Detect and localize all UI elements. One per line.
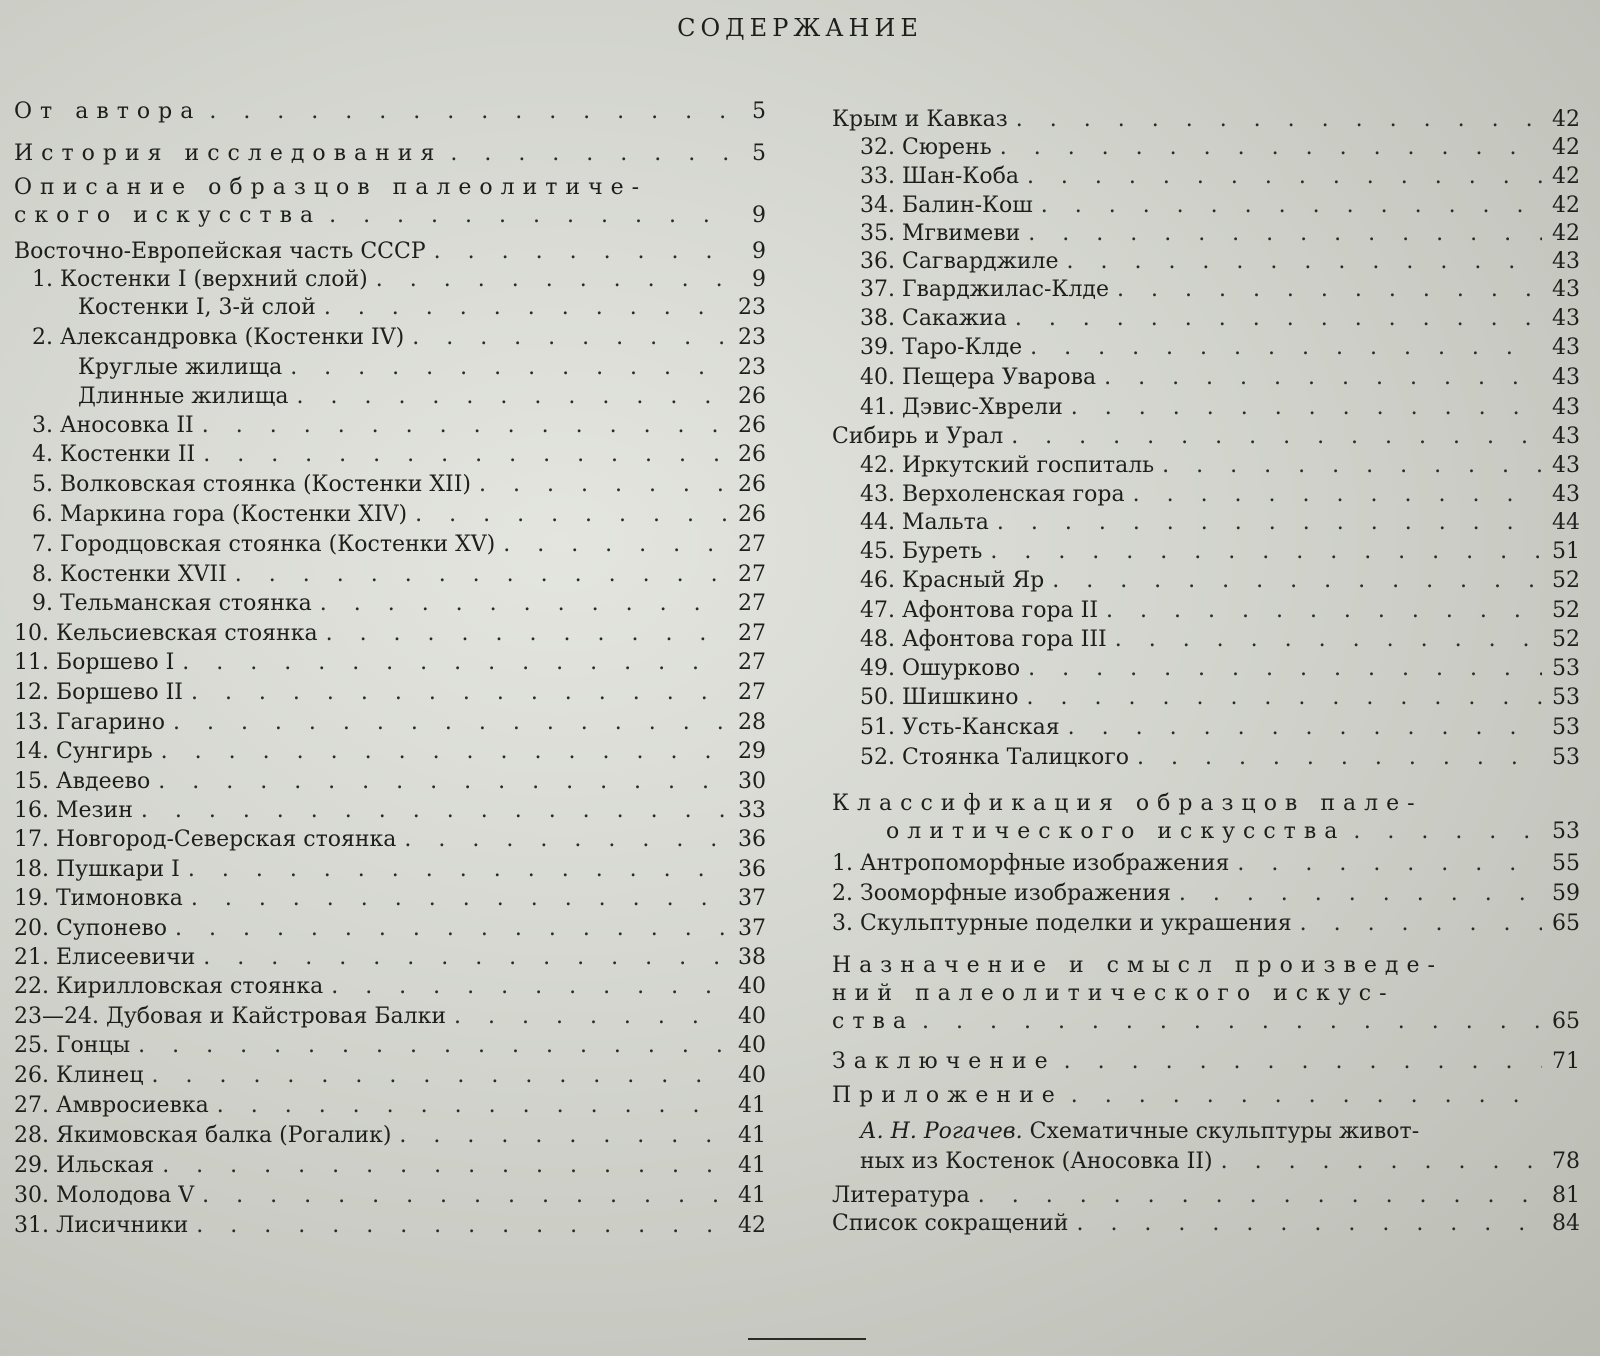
toc-entry: 7. Городцовская стоянка (Костенки XV) . . . 27 bbox=[14, 531, 766, 559]
toc-entry: 35. Мгвимеви . . . 42 bbox=[832, 220, 1580, 248]
toc-entry: Список сокращений . . . 84 bbox=[832, 1210, 1580, 1238]
toc-entry: 17. Новгород-Северская стоянка . . . 36 bbox=[14, 826, 766, 854]
appendix-author: А. Н. Рогачев. bbox=[860, 1119, 1023, 1144]
toc-entry: Костенки I, 3-й слой . . . 23 bbox=[14, 294, 766, 322]
toc-entry: 31. Лисичники . . . 42 bbox=[14, 1212, 766, 1240]
toc-entry: 10. Кельсиевская стоянка . . . 27 bbox=[14, 620, 766, 648]
toc-entry: 46. Красный Яр . . . 52 bbox=[832, 567, 1580, 595]
toc-entry: 49. Ошурково . . . 53 bbox=[832, 655, 1580, 683]
toc-entry: История исследования . . . 5 bbox=[14, 140, 766, 168]
toc-entry: Круглые жилища . . . 23 bbox=[14, 354, 766, 382]
toc-entry: Заключение . . . 71 bbox=[832, 1048, 1580, 1076]
toc-entry: 8. Костенки XVII . . . 27 bbox=[14, 561, 766, 589]
toc-entry: Восточно-Европейская часть СССР . . . 9 bbox=[14, 238, 766, 266]
toc-entry: 51. Усть-Канская . . . 53 bbox=[832, 714, 1580, 742]
toc-entry: 6. Маркина гора (Костенки XIV) . . . 26 bbox=[14, 501, 766, 529]
toc-entry: 27. Амвросиевка . . . 41 bbox=[14, 1092, 766, 1120]
toc-entry: 21. Елисеевичи . . . 38 bbox=[14, 944, 766, 972]
toc-entry-line: А. Н. Рогачев. Схематичные скульптуры живот- bbox=[860, 1119, 1420, 1144]
page-title: СОДЕРЖАНИЕ bbox=[677, 14, 923, 42]
toc-entry: 37. Гварджилас-Клде . . . 43 bbox=[832, 276, 1580, 304]
toc-entry: 29. Ильская . . . 41 bbox=[14, 1152, 766, 1180]
toc-entry: 23—24. Дубовая и Кайстровая Балки . . . 40 bbox=[14, 1003, 766, 1031]
toc-entry: 1. Костенки I (верхний слой) . . . 9 bbox=[14, 266, 766, 294]
toc-entry: 38. Сакажиа . . . 43 bbox=[832, 305, 1580, 333]
toc-entry-line: Описание образцов палеолитиче- bbox=[14, 175, 648, 200]
toc-entry: 28. Якимовская балка (Рогалик) . . . 41 bbox=[14, 1122, 766, 1150]
toc-entry: 36. Сагварджиле . . . 43 bbox=[832, 248, 1580, 276]
toc-entry: 48. Афонтова гора III . . . 52 bbox=[832, 626, 1580, 654]
toc-entry: 26. Клинец . . . 40 bbox=[14, 1062, 766, 1090]
toc-entry: Приложение . . . bbox=[832, 1082, 1580, 1110]
toc-entry: 33. Шан-Коба . . . 42 bbox=[832, 163, 1580, 191]
toc-entry: ства . . . 65 bbox=[832, 1008, 1580, 1036]
toc-entry: 30. Молодова V . . . 41 bbox=[14, 1182, 766, 1210]
toc-entry: 40. Пещера Уварова . . . 43 bbox=[832, 364, 1580, 392]
toc-entry: ского искусства . . . 9 bbox=[14, 202, 766, 230]
toc-entry: 50. Шишкино . . . 53 bbox=[832, 684, 1580, 712]
toc-entry: 1. Антропоморфные изображения . . . 55 bbox=[832, 850, 1580, 878]
toc-entry: 20. Супонево . . . 37 bbox=[14, 915, 766, 943]
toc-entry: 42. Иркутский госпиталь . . . 43 bbox=[832, 452, 1580, 480]
toc-entry: 32. Сюрень . . . 42 bbox=[832, 134, 1580, 162]
toc-entry: олитического искусства . . . 53 bbox=[832, 818, 1580, 846]
toc-entry: 43. Верхоленская гора . . . 43 bbox=[832, 481, 1580, 509]
toc-entry-line: Классификация образцов пале- bbox=[832, 791, 1423, 816]
toc-entry: От автора . . . 5 bbox=[14, 98, 766, 126]
toc-entry: 47. Афонтова гора II . . . 52 bbox=[832, 597, 1580, 625]
toc-entry: 44. Мальта . . . 44 bbox=[832, 509, 1580, 537]
toc-entry: 45. Буреть . . . 51 bbox=[832, 538, 1580, 566]
toc-entry: 15. Авдеево . . . 30 bbox=[14, 768, 766, 796]
toc-entry: 2. Александровка (Костенки IV) . . . 23 bbox=[14, 324, 766, 352]
toc-entry: 4. Костенки II . . . 26 bbox=[14, 441, 766, 469]
toc-entry: 5. Волковская стоянка (Костенки XII) . . . 26 bbox=[14, 471, 766, 499]
toc-entry: 3. Скульптурные поделки и украшения . . . 65 bbox=[832, 910, 1580, 938]
toc-entry: 13. Гагарино . . . 28 bbox=[14, 709, 766, 737]
toc-entry: Крым и Кавказ . . . 42 bbox=[832, 106, 1580, 134]
toc-entry: 11. Боршево I . . . 27 bbox=[14, 649, 766, 677]
toc-entry: 2. Зооморфные изображения . . . 59 bbox=[832, 880, 1580, 908]
toc-entry: 14. Сунгирь . . . 29 bbox=[14, 738, 766, 766]
toc-entry: 9. Тельманская стоянка . . . 27 bbox=[14, 590, 766, 618]
toc-entry: 41. Дэвис-Хврели . . . 43 bbox=[832, 394, 1580, 422]
toc-entry-line: ний палеолитического искус- bbox=[832, 981, 1395, 1006]
toc-entry: 3. Аносовка II . . . 26 bbox=[14, 412, 766, 440]
toc-entry: 25. Гонцы . . . 40 bbox=[14, 1032, 766, 1060]
toc-entry: 34. Балин-Кош . . . 42 bbox=[832, 192, 1580, 220]
toc-entry: Длинные жилища . . . 26 bbox=[14, 383, 766, 411]
toc-entry: Сибирь и Урал . . . 43 bbox=[832, 423, 1580, 451]
toc-entry: 39. Таро-Клде . . . 43 bbox=[832, 334, 1580, 362]
toc-entry: 18. Пушкари I . . . 36 bbox=[14, 856, 766, 884]
toc-entry: 22. Кирилловская стоянка . . . 40 bbox=[14, 973, 766, 1001]
bottom-rule bbox=[748, 1338, 866, 1340]
toc-entry: ных из Костенок (Аносовка II) . . . 78 bbox=[832, 1148, 1580, 1176]
toc-entry-line: Назначение и смысл произведе- bbox=[832, 953, 1443, 978]
toc-entry: 12. Боршево II . . . 27 bbox=[14, 679, 766, 707]
toc-entry: 52. Стоянка Талицкого . . . 53 bbox=[832, 744, 1580, 772]
toc-entry: 16. Мезин . . . 33 bbox=[14, 797, 766, 825]
toc-entry: Литература . . . 81 bbox=[832, 1182, 1580, 1210]
toc-entry: 19. Тимоновка . . . 37 bbox=[14, 885, 766, 913]
